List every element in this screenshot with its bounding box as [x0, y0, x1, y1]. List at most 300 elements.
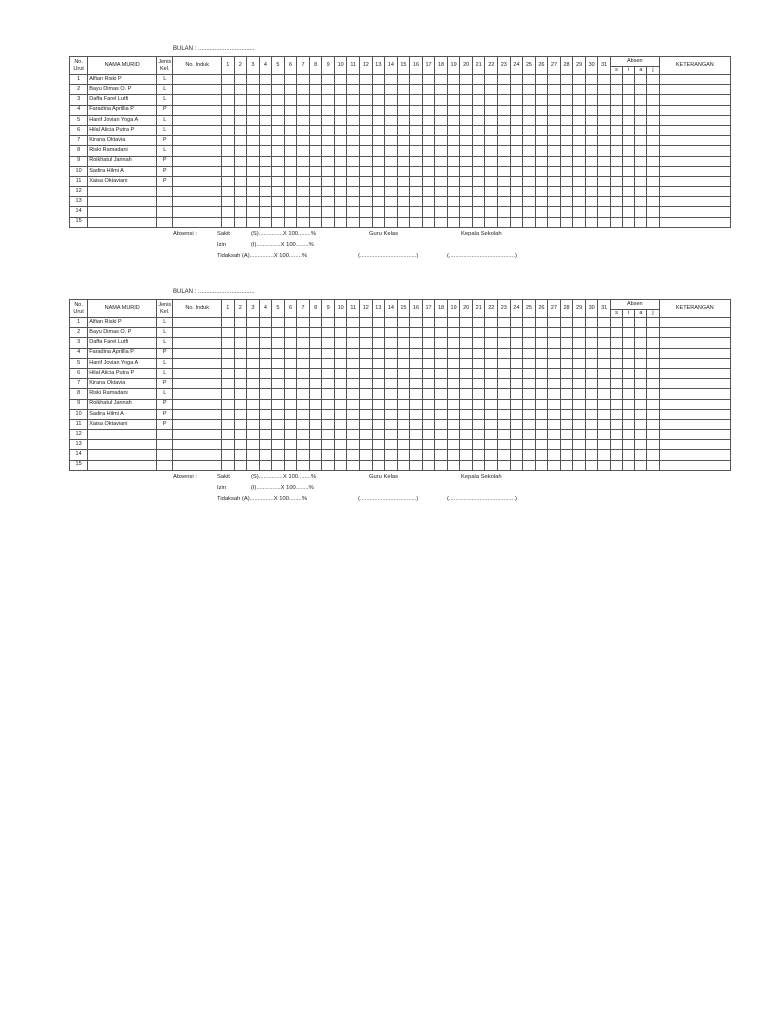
- day-cell[interactable]: [598, 399, 611, 409]
- day-cell[interactable]: [397, 450, 410, 460]
- absen-cell[interactable]: [623, 389, 635, 399]
- day-cell[interactable]: [510, 146, 523, 156]
- day-cell[interactable]: [247, 85, 260, 95]
- day-cell[interactable]: [598, 368, 611, 378]
- day-cell[interactable]: [360, 75, 373, 85]
- day-cell[interactable]: [234, 430, 247, 440]
- day-cell[interactable]: [222, 95, 235, 105]
- day-cell[interactable]: [447, 450, 460, 460]
- day-cell[interactable]: [297, 105, 310, 115]
- absen-cell[interactable]: [635, 125, 647, 135]
- day-cell[interactable]: [510, 440, 523, 450]
- day-cell[interactable]: [422, 338, 435, 348]
- day-cell[interactable]: [422, 430, 435, 440]
- day-cell[interactable]: [222, 166, 235, 176]
- absen-cell[interactable]: [647, 156, 659, 166]
- day-cell[interactable]: [485, 176, 498, 186]
- day-cell[interactable]: [485, 409, 498, 419]
- day-cell[interactable]: [410, 207, 423, 217]
- absen-cell[interactable]: [635, 197, 647, 207]
- day-cell[interactable]: [598, 358, 611, 368]
- day-cell[interactable]: [472, 156, 485, 166]
- day-cell[interactable]: [272, 217, 285, 227]
- day-cell[interactable]: [510, 85, 523, 95]
- day-cell[interactable]: [309, 197, 322, 207]
- absen-cell[interactable]: [610, 95, 622, 105]
- day-cell[interactable]: [334, 176, 347, 186]
- day-cell[interactable]: [535, 85, 548, 95]
- day-cell[interactable]: [385, 217, 398, 227]
- day-cell[interactable]: [598, 176, 611, 186]
- absen-cell[interactable]: [623, 176, 635, 186]
- absen-cell[interactable]: [623, 125, 635, 135]
- day-cell[interactable]: [259, 136, 272, 146]
- day-cell[interactable]: [535, 176, 548, 186]
- day-cell[interactable]: [523, 166, 536, 176]
- day-cell[interactable]: [422, 318, 435, 328]
- day-cell[interactable]: [422, 125, 435, 135]
- day-cell[interactable]: [297, 389, 310, 399]
- day-cell[interactable]: [422, 136, 435, 146]
- day-cell[interactable]: [560, 125, 573, 135]
- day-cell[interactable]: [435, 176, 448, 186]
- day-cell[interactable]: [372, 105, 385, 115]
- day-cell[interactable]: [573, 328, 586, 338]
- day-cell[interactable]: [460, 95, 473, 105]
- day-cell[interactable]: [410, 176, 423, 186]
- day-cell[interactable]: [360, 217, 373, 227]
- day-cell[interactable]: [297, 217, 310, 227]
- day-cell[interactable]: [334, 409, 347, 419]
- student-induk-cell[interactable]: [173, 379, 222, 389]
- day-cell[interactable]: [334, 450, 347, 460]
- day-cell[interactable]: [397, 358, 410, 368]
- day-cell[interactable]: [347, 95, 360, 105]
- day-cell[interactable]: [272, 430, 285, 440]
- day-cell[interactable]: [360, 115, 373, 125]
- day-cell[interactable]: [284, 217, 297, 227]
- day-cell[interactable]: [272, 389, 285, 399]
- day-cell[interactable]: [523, 217, 536, 227]
- day-cell[interactable]: [222, 75, 235, 85]
- day-cell[interactable]: [322, 450, 335, 460]
- day-cell[interactable]: [485, 460, 498, 470]
- day-cell[interactable]: [372, 318, 385, 328]
- day-cell[interactable]: [234, 460, 247, 470]
- day-cell[interactable]: [297, 166, 310, 176]
- day-cell[interactable]: [510, 389, 523, 399]
- absen-cell[interactable]: [610, 75, 622, 85]
- absen-cell[interactable]: [610, 166, 622, 176]
- day-cell[interactable]: [372, 156, 385, 166]
- day-cell[interactable]: [385, 197, 398, 207]
- day-cell[interactable]: [347, 450, 360, 460]
- day-cell[interactable]: [585, 115, 598, 125]
- day-cell[interactable]: [447, 207, 460, 217]
- day-cell[interactable]: [272, 338, 285, 348]
- absen-cell[interactable]: [647, 105, 659, 115]
- day-cell[interactable]: [585, 430, 598, 440]
- day-cell[interactable]: [585, 338, 598, 348]
- day-cell[interactable]: [535, 430, 548, 440]
- day-cell[interactable]: [523, 75, 536, 85]
- day-cell[interactable]: [309, 409, 322, 419]
- absen-cell[interactable]: [635, 338, 647, 348]
- day-cell[interactable]: [410, 125, 423, 135]
- day-cell[interactable]: [410, 460, 423, 470]
- student-induk-cell[interactable]: [173, 399, 222, 409]
- absen-cell[interactable]: [647, 166, 659, 176]
- day-cell[interactable]: [360, 348, 373, 358]
- keterangan-cell[interactable]: [659, 125, 730, 135]
- day-cell[interactable]: [447, 460, 460, 470]
- day-cell[interactable]: [222, 136, 235, 146]
- day-cell[interactable]: [535, 136, 548, 146]
- day-cell[interactable]: [422, 115, 435, 125]
- day-cell[interactable]: [385, 389, 398, 399]
- day-cell[interactable]: [485, 197, 498, 207]
- absen-cell[interactable]: [647, 358, 659, 368]
- day-cell[interactable]: [472, 217, 485, 227]
- day-cell[interactable]: [347, 368, 360, 378]
- absen-cell[interactable]: [635, 348, 647, 358]
- day-cell[interactable]: [510, 156, 523, 166]
- day-cell[interactable]: [272, 75, 285, 85]
- day-cell[interactable]: [284, 368, 297, 378]
- day-cell[interactable]: [498, 166, 511, 176]
- absen-cell[interactable]: [635, 75, 647, 85]
- day-cell[interactable]: [272, 358, 285, 368]
- keterangan-cell[interactable]: [659, 338, 730, 348]
- day-cell[interactable]: [585, 156, 598, 166]
- day-cell[interactable]: [385, 125, 398, 135]
- day-cell[interactable]: [548, 399, 561, 409]
- day-cell[interactable]: [460, 136, 473, 146]
- day-cell[interactable]: [523, 115, 536, 125]
- day-cell[interactable]: [472, 368, 485, 378]
- student-induk-cell[interactable]: [173, 368, 222, 378]
- day-cell[interactable]: [573, 146, 586, 156]
- day-cell[interactable]: [510, 217, 523, 227]
- day-cell[interactable]: [560, 217, 573, 227]
- day-cell[interactable]: [560, 430, 573, 440]
- student-induk-cell[interactable]: [173, 338, 222, 348]
- day-cell[interactable]: [472, 166, 485, 176]
- day-cell[interactable]: [272, 368, 285, 378]
- absen-cell[interactable]: [623, 166, 635, 176]
- day-cell[interactable]: [247, 348, 260, 358]
- day-cell[interactable]: [447, 318, 460, 328]
- student-induk-cell[interactable]: [173, 460, 222, 470]
- absen-cell[interactable]: [647, 197, 659, 207]
- keterangan-cell[interactable]: [659, 156, 730, 166]
- day-cell[interactable]: [372, 207, 385, 217]
- day-cell[interactable]: [447, 187, 460, 197]
- day-cell[interactable]: [472, 430, 485, 440]
- absen-cell[interactable]: [610, 156, 622, 166]
- day-cell[interactable]: [485, 450, 498, 460]
- absen-cell[interactable]: [623, 430, 635, 440]
- day-cell[interactable]: [447, 348, 460, 358]
- day-cell[interactable]: [573, 85, 586, 95]
- day-cell[interactable]: [385, 95, 398, 105]
- day-cell[interactable]: [422, 166, 435, 176]
- absen-cell[interactable]: [647, 318, 659, 328]
- day-cell[interactable]: [535, 379, 548, 389]
- day-cell[interactable]: [222, 430, 235, 440]
- day-cell[interactable]: [222, 358, 235, 368]
- day-cell[interactable]: [347, 85, 360, 95]
- day-cell[interactable]: [535, 368, 548, 378]
- absen-cell[interactable]: [635, 419, 647, 429]
- day-cell[interactable]: [585, 409, 598, 419]
- day-cell[interactable]: [385, 460, 398, 470]
- day-cell[interactable]: [360, 156, 373, 166]
- day-cell[interactable]: [334, 156, 347, 166]
- day-cell[interactable]: [410, 358, 423, 368]
- day-cell[interactable]: [234, 368, 247, 378]
- day-cell[interactable]: [585, 217, 598, 227]
- day-cell[interactable]: [535, 460, 548, 470]
- day-cell[interactable]: [309, 368, 322, 378]
- day-cell[interactable]: [573, 460, 586, 470]
- day-cell[interactable]: [460, 105, 473, 115]
- day-cell[interactable]: [548, 440, 561, 450]
- day-cell[interactable]: [485, 318, 498, 328]
- day-cell[interactable]: [247, 125, 260, 135]
- day-cell[interactable]: [548, 105, 561, 115]
- day-cell[interactable]: [585, 318, 598, 328]
- day-cell[interactable]: [510, 348, 523, 358]
- day-cell[interactable]: [585, 176, 598, 186]
- day-cell[interactable]: [360, 166, 373, 176]
- day-cell[interactable]: [410, 85, 423, 95]
- day-cell[interactable]: [284, 166, 297, 176]
- absen-cell[interactable]: [647, 328, 659, 338]
- absen-cell[interactable]: [610, 136, 622, 146]
- day-cell[interactable]: [447, 197, 460, 207]
- day-cell[interactable]: [259, 348, 272, 358]
- day-cell[interactable]: [472, 176, 485, 186]
- student-induk-cell[interactable]: [173, 176, 222, 186]
- day-cell[interactable]: [598, 450, 611, 460]
- absen-cell[interactable]: [623, 379, 635, 389]
- day-cell[interactable]: [460, 115, 473, 125]
- absen-cell[interactable]: [635, 115, 647, 125]
- day-cell[interactable]: [535, 409, 548, 419]
- day-cell[interactable]: [259, 95, 272, 105]
- day-cell[interactable]: [548, 348, 561, 358]
- day-cell[interactable]: [234, 166, 247, 176]
- day-cell[interactable]: [272, 115, 285, 125]
- day-cell[interactable]: [397, 318, 410, 328]
- day-cell[interactable]: [598, 105, 611, 115]
- day-cell[interactable]: [447, 338, 460, 348]
- day-cell[interactable]: [222, 318, 235, 328]
- day-cell[interactable]: [598, 419, 611, 429]
- day-cell[interactable]: [485, 85, 498, 95]
- day-cell[interactable]: [472, 105, 485, 115]
- day-cell[interactable]: [284, 399, 297, 409]
- day-cell[interactable]: [234, 399, 247, 409]
- day-cell[interactable]: [585, 450, 598, 460]
- day-cell[interactable]: [447, 217, 460, 227]
- absen-cell[interactable]: [635, 85, 647, 95]
- day-cell[interactable]: [247, 440, 260, 450]
- day-cell[interactable]: [397, 338, 410, 348]
- day-cell[interactable]: [498, 379, 511, 389]
- day-cell[interactable]: [259, 409, 272, 419]
- day-cell[interactable]: [247, 156, 260, 166]
- day-cell[interactable]: [435, 217, 448, 227]
- day-cell[interactable]: [234, 187, 247, 197]
- day-cell[interactable]: [397, 368, 410, 378]
- day-cell[interactable]: [435, 187, 448, 197]
- day-cell[interactable]: [385, 409, 398, 419]
- day-cell[interactable]: [535, 105, 548, 115]
- day-cell[interactable]: [447, 409, 460, 419]
- absen-cell[interactable]: [647, 176, 659, 186]
- day-cell[interactable]: [548, 85, 561, 95]
- day-cell[interactable]: [460, 348, 473, 358]
- day-cell[interactable]: [234, 379, 247, 389]
- day-cell[interactable]: [309, 156, 322, 166]
- day-cell[interactable]: [548, 328, 561, 338]
- day-cell[interactable]: [397, 460, 410, 470]
- day-cell[interactable]: [297, 419, 310, 429]
- day-cell[interactable]: [598, 348, 611, 358]
- absen-cell[interactable]: [635, 207, 647, 217]
- day-cell[interactable]: [297, 75, 310, 85]
- day-cell[interactable]: [523, 450, 536, 460]
- day-cell[interactable]: [247, 328, 260, 338]
- student-induk-cell[interactable]: [173, 125, 222, 135]
- day-cell[interactable]: [372, 430, 385, 440]
- day-cell[interactable]: [309, 166, 322, 176]
- day-cell[interactable]: [410, 75, 423, 85]
- day-cell[interactable]: [297, 318, 310, 328]
- day-cell[interactable]: [284, 379, 297, 389]
- day-cell[interactable]: [309, 379, 322, 389]
- day-cell[interactable]: [485, 368, 498, 378]
- absen-cell[interactable]: [635, 328, 647, 338]
- day-cell[interactable]: [585, 136, 598, 146]
- day-cell[interactable]: [573, 409, 586, 419]
- day-cell[interactable]: [234, 440, 247, 450]
- day-cell[interactable]: [385, 318, 398, 328]
- day-cell[interactable]: [334, 105, 347, 115]
- day-cell[interactable]: [322, 399, 335, 409]
- keterangan-cell[interactable]: [659, 318, 730, 328]
- day-cell[interactable]: [447, 419, 460, 429]
- day-cell[interactable]: [560, 207, 573, 217]
- day-cell[interactable]: [397, 146, 410, 156]
- day-cell[interactable]: [510, 460, 523, 470]
- day-cell[interactable]: [309, 460, 322, 470]
- day-cell[interactable]: [259, 440, 272, 450]
- day-cell[interactable]: [598, 217, 611, 227]
- day-cell[interactable]: [422, 187, 435, 197]
- day-cell[interactable]: [334, 115, 347, 125]
- day-cell[interactable]: [284, 318, 297, 328]
- day-cell[interactable]: [573, 95, 586, 105]
- day-cell[interactable]: [309, 187, 322, 197]
- absen-cell[interactable]: [623, 217, 635, 227]
- student-induk-cell[interactable]: [173, 95, 222, 105]
- student-induk-cell[interactable]: [173, 207, 222, 217]
- day-cell[interactable]: [498, 419, 511, 429]
- day-cell[interactable]: [498, 105, 511, 115]
- day-cell[interactable]: [272, 409, 285, 419]
- day-cell[interactable]: [247, 399, 260, 409]
- day-cell[interactable]: [410, 430, 423, 440]
- absen-cell[interactable]: [635, 318, 647, 328]
- day-cell[interactable]: [460, 368, 473, 378]
- day-cell[interactable]: [585, 125, 598, 135]
- day-cell[interactable]: [284, 389, 297, 399]
- day-cell[interactable]: [560, 166, 573, 176]
- student-induk-cell[interactable]: [173, 136, 222, 146]
- day-cell[interactable]: [347, 197, 360, 207]
- keterangan-cell[interactable]: [659, 85, 730, 95]
- absen-cell[interactable]: [623, 197, 635, 207]
- day-cell[interactable]: [372, 389, 385, 399]
- student-induk-cell[interactable]: [173, 430, 222, 440]
- absen-cell[interactable]: [647, 125, 659, 135]
- day-cell[interactable]: [322, 348, 335, 358]
- absen-cell[interactable]: [647, 75, 659, 85]
- day-cell[interactable]: [435, 85, 448, 95]
- day-cell[interactable]: [272, 207, 285, 217]
- absen-cell[interactable]: [610, 430, 622, 440]
- day-cell[interactable]: [397, 348, 410, 358]
- day-cell[interactable]: [535, 166, 548, 176]
- day-cell[interactable]: [347, 379, 360, 389]
- day-cell[interactable]: [422, 460, 435, 470]
- day-cell[interactable]: [247, 419, 260, 429]
- absen-cell[interactable]: [647, 95, 659, 105]
- day-cell[interactable]: [548, 207, 561, 217]
- day-cell[interactable]: [385, 85, 398, 95]
- day-cell[interactable]: [410, 156, 423, 166]
- student-induk-cell[interactable]: [173, 450, 222, 460]
- day-cell[interactable]: [498, 95, 511, 105]
- student-induk-cell[interactable]: [173, 318, 222, 328]
- day-cell[interactable]: [322, 440, 335, 450]
- day-cell[interactable]: [259, 85, 272, 95]
- day-cell[interactable]: [410, 146, 423, 156]
- day-cell[interactable]: [272, 450, 285, 460]
- day-cell[interactable]: [334, 318, 347, 328]
- day-cell[interactable]: [334, 136, 347, 146]
- day-cell[interactable]: [560, 318, 573, 328]
- day-cell[interactable]: [334, 348, 347, 358]
- day-cell[interactable]: [247, 430, 260, 440]
- keterangan-cell[interactable]: [659, 197, 730, 207]
- day-cell[interactable]: [510, 368, 523, 378]
- day-cell[interactable]: [548, 450, 561, 460]
- day-cell[interactable]: [259, 399, 272, 409]
- day-cell[interactable]: [598, 187, 611, 197]
- day-cell[interactable]: [523, 156, 536, 166]
- day-cell[interactable]: [498, 389, 511, 399]
- day-cell[interactable]: [498, 187, 511, 197]
- day-cell[interactable]: [510, 75, 523, 85]
- day-cell[interactable]: [297, 460, 310, 470]
- day-cell[interactable]: [598, 430, 611, 440]
- absen-cell[interactable]: [623, 115, 635, 125]
- absen-cell[interactable]: [610, 440, 622, 450]
